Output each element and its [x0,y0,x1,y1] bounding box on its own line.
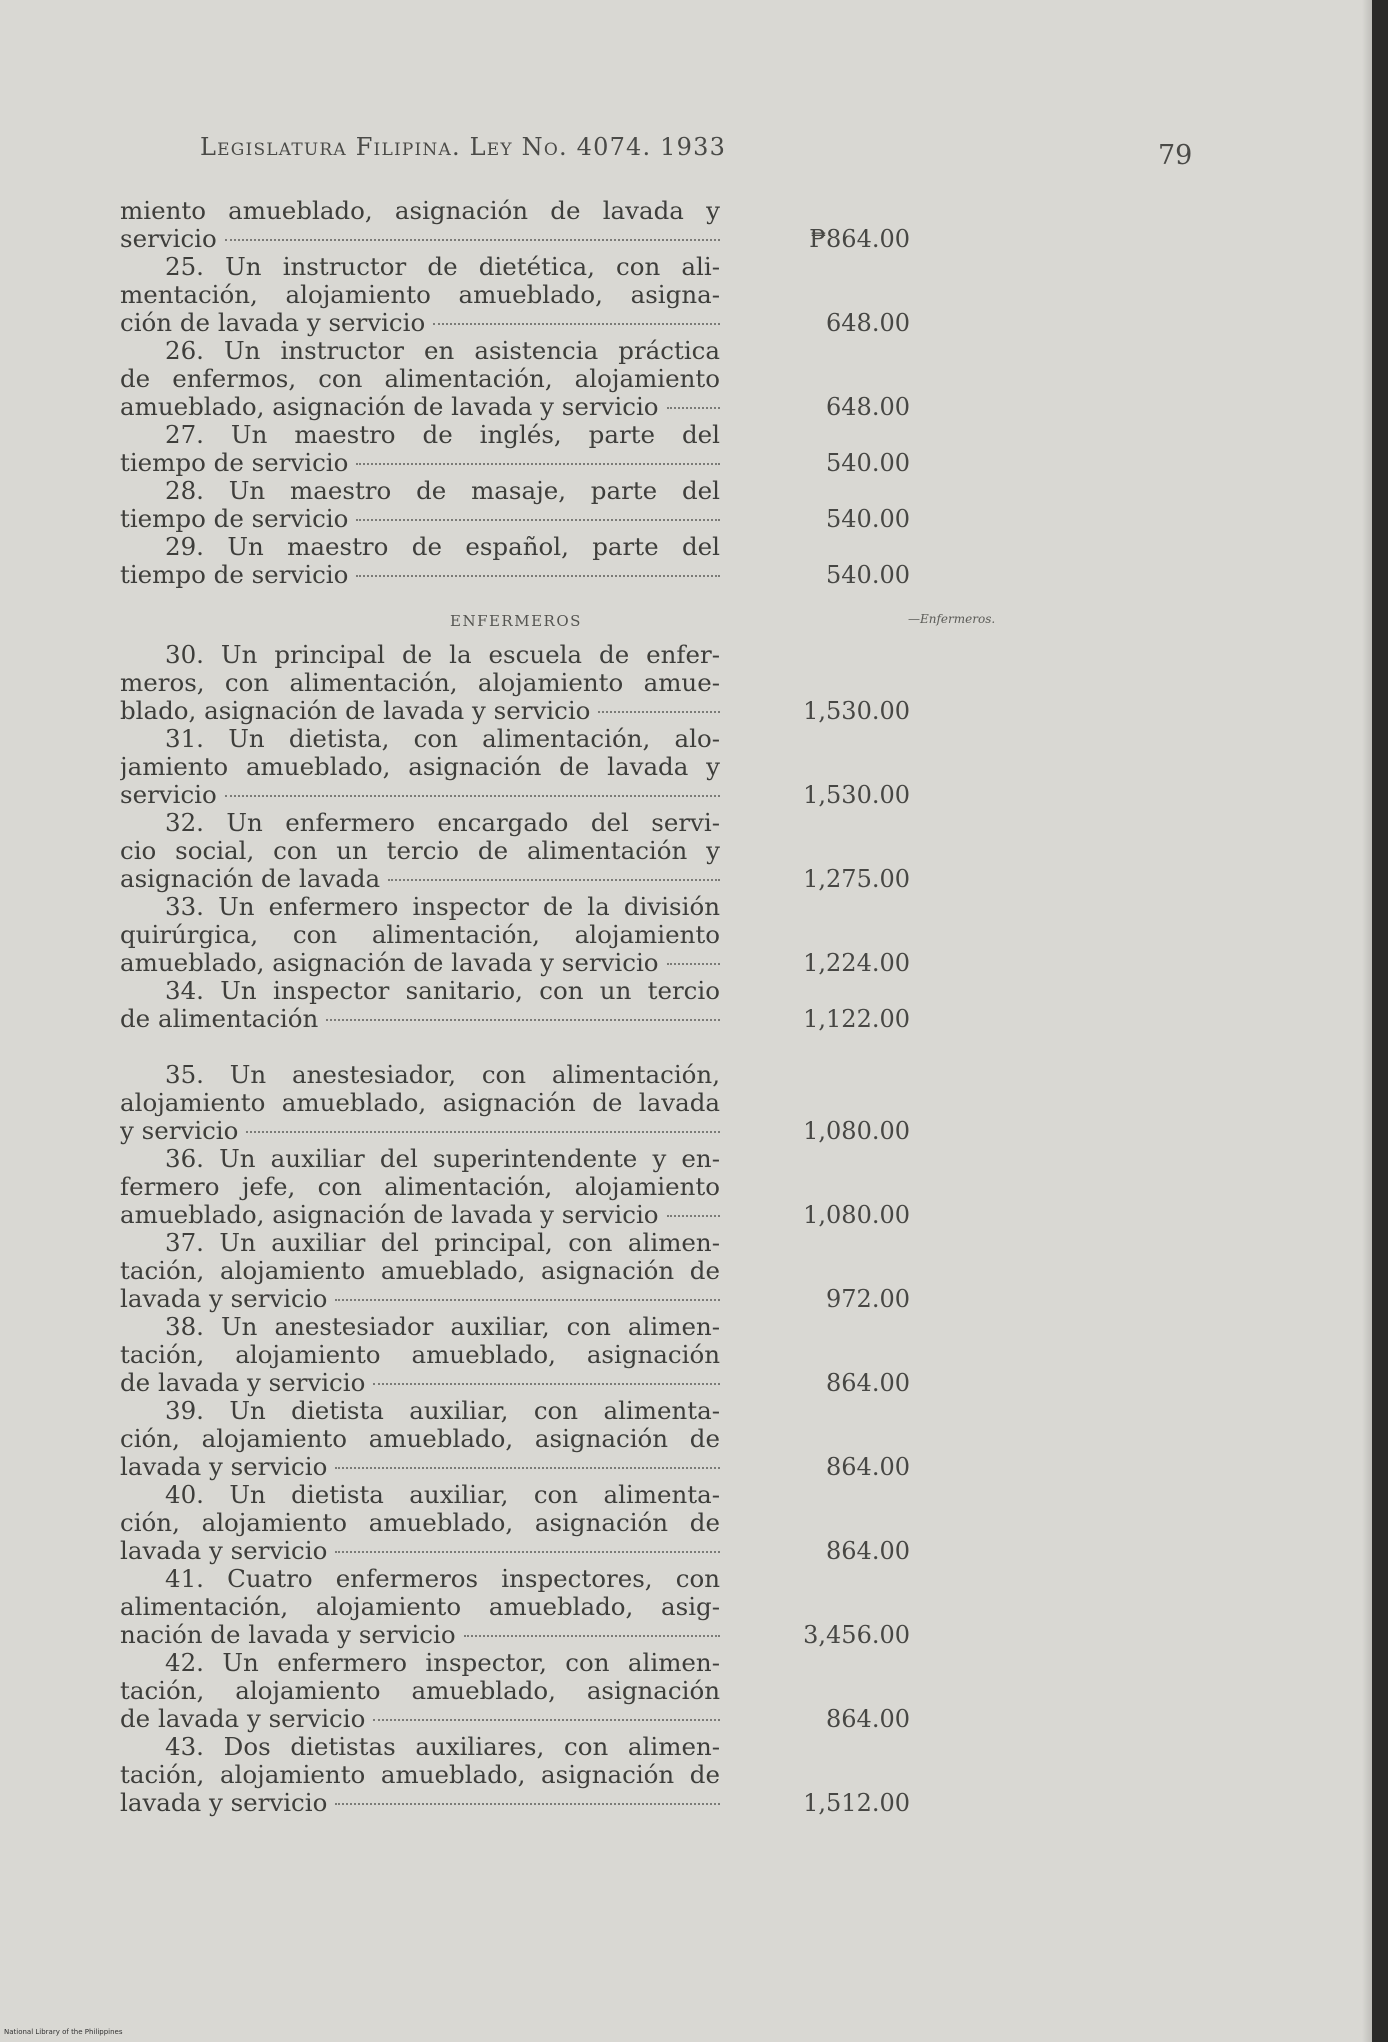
entry-line: quirúrgica, con alimentación, alojamiento [120,920,720,949]
entry-line: tación, alojamiento amueblado, asignación [120,1676,720,1705]
entry-line [120,560,720,590]
entry-line [120,948,720,978]
entry-line [120,1536,720,1566]
entry-line-text: tiempo de servicio [120,504,349,533]
footer-note: National Library of the Philippines [4,2028,123,2036]
dot-leader [667,963,720,965]
entry-line [120,1620,720,1650]
entry-line-text: de lavada y servicio [120,1704,366,1733]
entry-line: 42. Un enfermero inspector, con alimen- [165,1648,720,1677]
entry-line-text: de lavada y servicio [120,1368,366,1397]
dot-leader [225,795,720,797]
page-number: 79 [1158,140,1193,171]
entry-line: 38. Un anestesiador auxiliar, con alimen- [165,1312,720,1341]
entry-line: 29. Un maestro de español, parte del [165,532,720,561]
entry-line-text: tiempo de servicio [120,560,349,589]
dot-leader [667,407,720,409]
dot-leader [373,1719,720,1721]
entry-line: tación, alojamiento amueblado, asignación de [120,1256,720,1285]
entry-line: mentación, alojamiento amueblado, asigna- [120,280,720,309]
entry-amount: 540.00 [826,561,910,589]
entry-amount: 1,275.00 [803,865,910,893]
entry-amount: 864.00 [826,1537,910,1565]
dot-leader [598,711,720,713]
dot-leader [326,1019,720,1021]
entry-line-text: amueblado, asignación de lavada y servicio [120,392,659,421]
entry-line [120,448,720,478]
entry-line: 28. Un maestro de masaje, parte del [165,476,720,505]
entry-line-text: lavada y servicio [120,1788,328,1817]
entry-line: 41. Cuatro enfermeros inspectores, con [165,1564,720,1593]
dot-leader [356,463,720,465]
entry-line-text: amueblado, asignación de lavada y servicio [120,948,659,977]
entry-line: miento amueblado, asignación de lavada y [120,196,720,225]
entry-line [120,1452,720,1482]
entry-line [120,392,720,422]
entry-amount: 1,530.00 [803,781,910,809]
entry-amount: 1,530.00 [803,697,910,725]
entry-line: 36. Un auxiliar del superintendente y en- [165,1144,720,1173]
entry-line-text: blado, asignación de lavada y servicio [120,696,591,725]
entry-line: alimentación, alojamiento amueblado, asig- [120,1592,720,1621]
dot-leader [335,1803,720,1805]
entry-line-text: nación de lavada y servicio [120,1620,456,1649]
entry-line-text: y servicio [120,1116,239,1145]
entry-line: 26. Un instructor en asistencia práctica [165,336,720,365]
entry-amount: ₱864.00 [809,225,910,253]
entry-amount: 864.00 [826,1705,910,1733]
entry-line: 34. Un inspector sanitario, con un tercio [165,976,720,1005]
entry-amount: 540.00 [826,505,910,533]
entry-amount: 1,080.00 [803,1201,910,1229]
dot-leader [335,1299,720,1301]
dot-leader [388,879,720,881]
entry-line [120,1200,720,1230]
entry-line [120,504,720,534]
entry-line: 37. Un auxiliar del principal, con alimen- [165,1228,720,1257]
entry-amount: 1,224.00 [803,949,910,977]
entry-line: 27. Un maestro de inglés, parte del [165,420,720,449]
dot-leader [335,1551,720,1553]
entry-amount: 864.00 [826,1369,910,1397]
entry-line [120,696,720,726]
entry-line: meros, con alimentación, alojamiento amue- [120,668,720,697]
entry-line: ción, alojamiento amueblado, asignación de [120,1424,720,1453]
entry-line: 35. Un anestesiador, con alimentación, [165,1060,720,1089]
entry-amount: 1,080.00 [803,1117,910,1145]
entry-line [120,1116,720,1146]
entry-amount: 1,122.00 [803,1005,910,1033]
entry-line-text: servicio [120,780,217,809]
entry-line: 43. Dos dietistas auxiliares, con alimen- [165,1732,720,1761]
entry-amount: 1,512.00 [803,1789,910,1817]
entry-line: tación, alojamiento amueblado, asignación de [120,1760,720,1789]
entry-line-text: servicio [120,224,217,253]
entry-amount: 648.00 [826,309,910,337]
dot-leader [667,1215,720,1217]
dot-leader [225,239,720,241]
entry-line: cio social, con un tercio de alimentación y [120,836,720,865]
dot-leader [356,519,720,521]
entry-line: ción, alojamiento amueblado, asignación de [120,1508,720,1537]
entry-line-text: ción de lavada y servicio [120,308,426,337]
entry-line: fermero jefe, con alimentación, alojamiento [120,1172,720,1201]
entry-line-text: lavada y servicio [120,1536,328,1565]
dot-leader [356,575,720,577]
entry-line-text: asignación de lavada [120,864,381,893]
entry-line: de enfermos, con alimentación, alojamiento [120,364,720,393]
dot-leader [373,1383,720,1385]
entry-amount: 3,456.00 [803,1621,910,1649]
dot-leader [464,1635,720,1637]
running-head: Legislatura Filipina. Ley No. 4074. 1933 [200,133,727,161]
dot-leader [433,323,720,325]
entry-line: jamiento amueblado, asignación de lavada y [120,752,720,781]
entry-line [120,780,720,810]
entry-amount: 540.00 [826,449,910,477]
entry-line: tación, alojamiento amueblado, asignación [120,1340,720,1369]
entry-line-text: de alimentación [120,1004,319,1033]
entry-amount: 864.00 [826,1453,910,1481]
section-heading: ENFERMEROS [450,612,582,630]
entry-line: 33. Un enfermero inspector de la división [165,892,720,921]
entry-line [120,224,720,254]
entry-line-text: lavada y servicio [120,1284,328,1313]
entry-amount: 648.00 [826,393,910,421]
entry-line: 32. Un enfermero encargado del servi- [165,808,720,837]
entry-line-text: amueblado, asignación de lavada y servicio [120,1200,659,1229]
marginal-note: —Enfermeros. [908,612,996,626]
entry-line [120,308,720,338]
entry-line-text: tiempo de servicio [120,448,349,477]
entry-line [120,864,720,894]
entry-line: alojamiento amueblado, asignación de lavada [120,1088,720,1117]
entry-line [120,1788,720,1818]
entry-line [120,1368,720,1398]
entry-line-text: lavada y servicio [120,1452,328,1481]
entry-line [120,1004,720,1034]
entry-line: 40. Un dietista auxiliar, con alimenta- [165,1480,720,1509]
entry-line: 30. Un principal de la escuela de enfer- [165,640,720,669]
entry-line: 25. Un instructor de dietética, con ali- [165,252,720,281]
entry-line [120,1704,720,1734]
entry-line [120,1284,720,1314]
entry-amount: 972.00 [826,1285,910,1313]
entry-line: 31. Un dietista, con alimentación, alo- [165,724,720,753]
dot-leader [246,1131,720,1133]
dot-leader [335,1467,720,1469]
entry-line: 39. Un dietista auxiliar, con alimenta- [165,1396,720,1425]
